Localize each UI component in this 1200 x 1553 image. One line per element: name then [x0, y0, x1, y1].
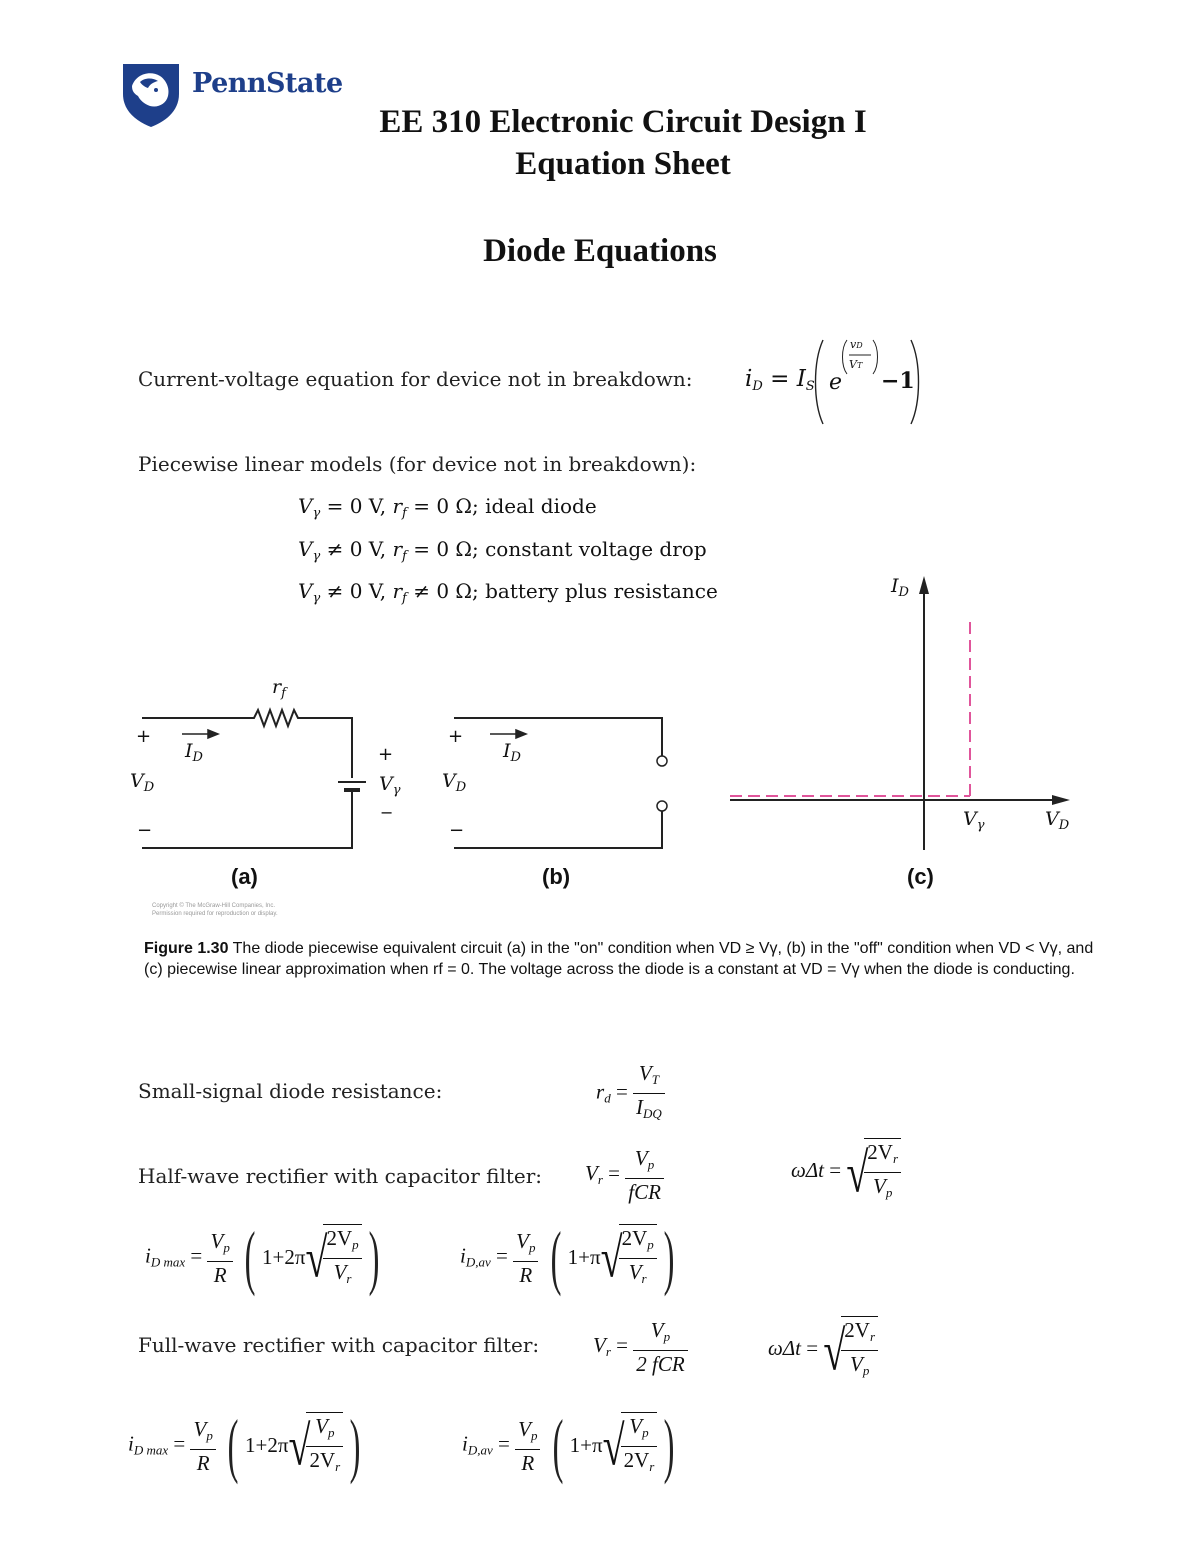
model-v: V: [298, 537, 313, 561]
yaxis-sub: D: [898, 585, 909, 600]
logo-wordmark: PennState: [192, 68, 343, 99]
circuit-a-plus: +: [136, 726, 152, 747]
imax-rnum-sub: p: [327, 1424, 335, 1440]
imax-rnum-sub: p: [352, 1236, 359, 1252]
model-constant-drop: [298, 537, 707, 564]
vr-sub: r: [597, 1171, 603, 1187]
iav-sub: D,av: [465, 1254, 491, 1270]
plot-c-xlabel: [1045, 808, 1069, 833]
iav-rden: 2V: [623, 1447, 650, 1472]
iav-mid: 1+π: [567, 1245, 601, 1269]
id-sub: D: [510, 750, 521, 765]
imax-rnum: V: [315, 1413, 328, 1438]
vd-letter: V: [130, 770, 144, 792]
wdt-den: V: [873, 1174, 886, 1198]
imax-mid: 1+2π: [245, 1433, 289, 1457]
iav-num: V: [516, 1228, 529, 1253]
iv-exp-num-sub: D: [856, 341, 863, 350]
imax-sub: D max: [133, 1442, 169, 1458]
circuit-a-plus2: +: [378, 744, 394, 765]
iv-equation: $i_D = I_S$ e vD VT −1: [745, 336, 945, 428]
imax-den: R: [213, 1262, 227, 1287]
rf-sub: f: [281, 686, 286, 701]
iv-is-sub: S: [805, 379, 815, 394]
piecewise-label: Piecewise linear models (for device not in breakdown):: [138, 452, 697, 476]
circuit-b-minus: −: [449, 820, 465, 841]
circuit-a-vg: [379, 773, 401, 798]
wdt-num: 2V: [844, 1318, 870, 1342]
model-desc: constant voltage drop: [485, 537, 707, 561]
vr-num: V: [634, 1146, 648, 1170]
copyright-note: [152, 902, 278, 918]
iv-exp-den-sub: T: [856, 361, 863, 370]
current-arrow-icon: [182, 730, 218, 738]
vg-sub: γ: [976, 818, 985, 833]
wdt-num: 2V: [867, 1140, 893, 1164]
model-r-rel: = 0 Ω;: [413, 494, 479, 518]
circuit-a-top-wire: [142, 710, 352, 778]
model-r-sub: f: [402, 506, 407, 521]
imax-letter: i: [145, 1243, 151, 1268]
iv-exp-den: V: [849, 358, 857, 371]
model-v-sub: γ: [312, 506, 321, 521]
plot-c-vg: [963, 808, 985, 833]
wdt-den-sub: p: [862, 1363, 870, 1378]
vr-sub: r: [605, 1343, 611, 1359]
rd-letter: r: [596, 1079, 605, 1104]
iav-den: R: [519, 1262, 533, 1287]
model-desc: ideal diode: [485, 494, 597, 518]
full-wave-imax: $i_{D max}$ = $\frac{V_p}{R}$ ( 1+2π√ $\frac{V_p}{2V_r}$ ): [128, 1405, 361, 1485]
plot-c: [720, 570, 1090, 850]
vr-letter: V: [593, 1332, 606, 1357]
wdt-den: V: [850, 1352, 863, 1376]
figure-label-b: (b): [542, 864, 571, 889]
imax-num: V: [210, 1228, 224, 1253]
yaxis-letter: I: [891, 575, 899, 597]
id-letter: I: [503, 740, 511, 762]
imax-rden: V: [333, 1259, 347, 1284]
imax-num-sub: p: [223, 1239, 230, 1255]
circuit-b-bottom-wire: [454, 811, 662, 848]
imax-num-sub: p: [206, 1427, 213, 1443]
full-wave-vr: $V_r$ = $\frac{V_p}{\text{2 fCR}}$: [593, 1317, 688, 1377]
rd-num-sub: T: [651, 1072, 659, 1087]
y-axis-arrow-icon: [919, 576, 929, 594]
circuit-b-id: [503, 740, 521, 765]
wdt-num-sub: r: [869, 1329, 876, 1344]
imax-rden-sub: r: [346, 1270, 352, 1286]
iav-rnum-sub: p: [642, 1424, 649, 1440]
vr-den: 2 fCR: [636, 1352, 685, 1376]
iav-rnum: 2V: [621, 1225, 648, 1250]
figure-label-a: (a): [231, 864, 258, 889]
iv-lhs-sub: D: [752, 379, 763, 394]
imax-rden: 2V: [309, 1447, 336, 1472]
xaxis-sub: D: [1058, 818, 1070, 833]
half-wave-vr: $V_r$ = $\frac{V_p}{\text{fCR}}$: [585, 1145, 664, 1205]
model-v-sub: γ: [312, 591, 321, 606]
iav-sub: D,av: [467, 1442, 493, 1458]
iav-letter: i: [462, 1431, 468, 1456]
imax-rnum: 2V: [326, 1225, 353, 1250]
iav-rnum-sub: p: [647, 1236, 654, 1252]
wdt-lhs: ωΔt: [791, 1157, 824, 1182]
circuit-a-id: [185, 740, 203, 765]
wdt-num-sub: r: [892, 1151, 899, 1166]
circuit-b-plus: +: [448, 726, 464, 747]
iv-e: e: [829, 370, 843, 395]
iv-label: Current-voltage equation for device not in breakdown:: [138, 367, 693, 391]
imax-rden-sub: r: [335, 1458, 341, 1474]
circuit-a: [130, 690, 390, 860]
model-r: r: [392, 537, 403, 561]
model-battery-resistance: [298, 579, 718, 606]
vr-num: V: [650, 1318, 664, 1342]
copyright-line-2: Permission required for reproduction or display.: [152, 911, 278, 917]
model-v-rel: ≠ 0 V,: [326, 537, 387, 561]
iav-mid: 1+π: [569, 1433, 603, 1457]
model-v-rel: ≠ 0 V,: [326, 579, 387, 603]
vg-letter: V: [379, 773, 393, 795]
caption-rest: D ≥ Vγ, (b) in the "off" condition when VD < Vγ, and (c) piecewise linear approximation when rf = 0. The voltage across the diode is a constant at VD = Vγ when the diode is conducting.: [144, 940, 1094, 978]
open-terminal-bottom: [657, 801, 667, 811]
imax-mid: 1+2π: [262, 1245, 306, 1269]
model-r: r: [392, 579, 403, 603]
doc-title-line2: Equation Sheet: [515, 146, 731, 182]
caption-figure-number: Figure 1.30: [144, 940, 229, 957]
iav-letter: i: [460, 1243, 466, 1268]
iav-den: R: [521, 1450, 535, 1475]
rd-num: V: [638, 1061, 652, 1085]
circuit-a-vd: [130, 770, 154, 795]
vd-sub: D: [143, 780, 155, 795]
model-desc: battery plus resistance: [485, 579, 718, 603]
model-r-rel: = 0 Ω;: [413, 537, 479, 561]
half-wave-wdt: ωΔt = √ $\frac{2V_r}{V_p}$: [791, 1138, 901, 1206]
vr-letter: V: [585, 1160, 598, 1185]
id-sub: D: [192, 750, 203, 765]
iav-num: V: [518, 1416, 531, 1441]
iv-exp-num: v: [850, 338, 857, 351]
vg-sub: γ: [392, 783, 401, 798]
rd-den-sub: DQ: [643, 1106, 662, 1121]
circuit-b-top-wire: [454, 718, 662, 756]
model-v: V: [298, 579, 313, 603]
imax-sub: D max: [150, 1254, 186, 1270]
caption-text: The diode piecewise equivalent circuit (a) in the "on" condition when V: [232, 940, 730, 957]
doc-title-line1: EE 310 Electronic Circuit Design I: [379, 104, 867, 140]
model-r-sub: f: [402, 591, 407, 606]
figure-caption: [144, 938, 1109, 980]
rd-den: I: [636, 1095, 644, 1119]
model-ideal: [298, 494, 597, 521]
id-letter: I: [185, 740, 193, 762]
iav-num-sub: p: [530, 1427, 538, 1443]
plot-c-ylabel: [891, 575, 909, 600]
iav-rden-sub: r: [649, 1458, 655, 1474]
figure-label-c: (c): [907, 864, 934, 889]
half-wave-imax: $i_{D max}$ = $\frac{V_p}{R}$ ( 1+2π√ $\frac{2V_p}{V_r}$ ): [145, 1217, 380, 1297]
rf-letter: r: [272, 676, 282, 698]
open-terminal-top: [657, 756, 667, 766]
full-wave-label: Full-wave rectifier with capacitor filter:: [138, 1333, 540, 1357]
iav-rden: V: [628, 1259, 642, 1284]
half-wave-iav: $i_{D,av}$ = $\frac{V_p}{R}$ ( 1+π√ $\frac{2V_p}{V_r}$ ): [460, 1217, 675, 1297]
full-wave-iav: $i_{D,av}$ = $\frac{V_p}{R}$ ( 1+π√ $\frac{V_p}{2V_r}$ ): [462, 1405, 675, 1485]
circuit-a-rf: [272, 676, 286, 701]
model-r: r: [392, 494, 403, 518]
model-r-rel: ≠ 0 Ω;: [413, 579, 479, 603]
vr-num-sub: p: [663, 1329, 671, 1344]
circuit-a-bottom-wire: [142, 792, 352, 848]
half-wave-label: Half-wave rectifier with capacitor filter:: [138, 1164, 543, 1188]
imax-num: V: [193, 1416, 207, 1441]
iv-lhs: i: [745, 366, 753, 392]
wdt-lhs: ωΔt: [768, 1335, 801, 1360]
xaxis-letter: V: [1045, 808, 1059, 830]
copyright-line-1: Copyright © The McGraw-Hill Companies, Inc.: [152, 903, 276, 909]
iv-is: I: [796, 366, 806, 392]
vr-num-sub: p: [647, 1157, 655, 1172]
iav-rnum: V: [629, 1413, 643, 1438]
vg-letter: V: [963, 808, 977, 830]
section-title: Diode Equations: [483, 233, 717, 269]
full-wave-wdt: ωΔt = √ $\frac{2V_r}{V_p}$: [768, 1316, 878, 1384]
rd-sub: d: [604, 1090, 611, 1106]
circuit-a-minus: −: [137, 820, 153, 841]
imax-den: R: [196, 1450, 210, 1475]
iav-num-sub: p: [528, 1239, 536, 1255]
vr-den: fCR: [628, 1180, 661, 1204]
vd-sub: D: [455, 780, 467, 795]
wdt-den-sub: p: [885, 1185, 893, 1200]
vd-letter: V: [442, 770, 456, 792]
imax-letter: i: [128, 1431, 134, 1456]
iav-rden-sub: r: [641, 1270, 647, 1286]
model-v-rel: = 0 V,: [326, 494, 387, 518]
model-r-sub: f: [402, 549, 407, 564]
circuit-b-vd: [442, 770, 466, 795]
iv-minus-one: −1: [881, 368, 915, 394]
small-signal-equation: $r_d$ = $\frac{V_T}{I_{DQ}}$: [596, 1060, 665, 1127]
circuit-b: [440, 690, 680, 860]
model-v-sub: γ: [312, 549, 321, 564]
x-axis-arrow-icon: [1052, 795, 1070, 805]
circuit-a-minus2: −: [380, 803, 394, 822]
current-arrow-icon: [490, 730, 526, 738]
small-signal-label: Small-signal diode resistance:: [138, 1079, 443, 1103]
model-v: V: [298, 494, 313, 518]
